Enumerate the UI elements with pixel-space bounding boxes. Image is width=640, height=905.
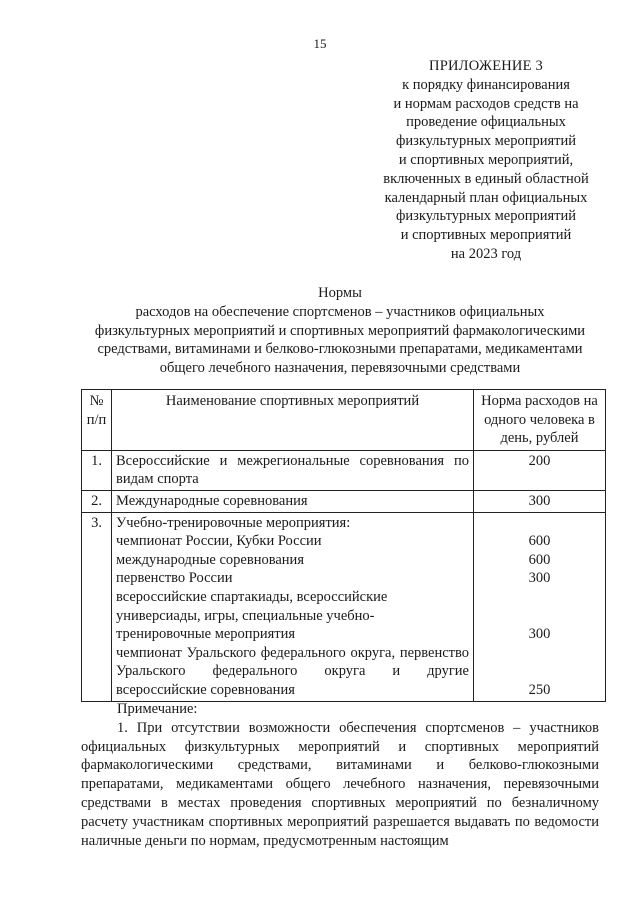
note-heading: Примечание:	[117, 701, 198, 717]
row-sub-value: 600	[528, 533, 551, 550]
title-line: средствами, витаминами и белково-глюкозными препаратами, медикаментами	[97, 341, 583, 358]
appendix-line: к порядку финансирования	[402, 76, 570, 93]
row-name: Всероссийские и межрегиональные соревнования по видам спорта	[112, 450, 474, 490]
row-number: 3.	[82, 512, 112, 701]
row-number: 1.	[82, 450, 112, 490]
header-norm: Норма расходов на одного человека в день, рублей	[474, 390, 606, 451]
table-header-row	[82, 390, 606, 451]
appendix-line: на 2023 год	[450, 245, 522, 262]
row-sub-value: 250	[528, 681, 551, 698]
row-value-group	[474, 512, 606, 701]
row-sub-item: первенство России	[116, 570, 233, 587]
row-group-title: Учебно-тренировочные мероприятия:	[116, 514, 351, 531]
appendix-line: календарный план официальных	[384, 189, 588, 206]
header-number: № п/п	[82, 390, 112, 451]
title-line: расходов на обеспечение спортсменов – участников официальных	[135, 303, 545, 320]
appendix-line: и спортивных мероприятий	[400, 227, 572, 244]
row-sub-value: 300	[528, 626, 551, 643]
title-word: Нормы	[318, 285, 362, 301]
row-value: 300	[474, 490, 606, 512]
document-title	[70, 284, 610, 378]
header-name: Наименование спортивных мероприятий	[112, 390, 474, 451]
row-sub-item: чемпионат Уральского федерального округа, первенство Уральского федерального округа и другие всероссийские соревнования	[116, 644, 469, 698]
title-line: физкультурных мероприятий и спортивных мероприятий фармакологическими	[94, 322, 586, 339]
appendix-line: физкультурных мероприятий	[395, 208, 577, 225]
row-sub-item: международные соревнования	[116, 551, 304, 568]
row-number: 2.	[82, 490, 112, 512]
table-row	[82, 512, 606, 701]
title-line: общего лечебного назначения, перевязочными средствами	[159, 360, 521, 377]
norms-table	[81, 389, 606, 702]
note-block	[81, 700, 599, 850]
page-number: 15	[313, 36, 327, 51]
table-row	[82, 450, 606, 490]
row-sub-value: 600	[528, 551, 551, 568]
table-row	[82, 490, 606, 512]
appendix-line: физкультурных мероприятий	[395, 133, 577, 150]
row-sub-item: всероссийские спартакиады, всероссийские универсиады, игры, специальные учебно-тренировочные мероприятия	[116, 588, 388, 643]
appendix-line: и нормам расходов средств на	[393, 95, 579, 112]
row-name: Международные соревнования	[112, 490, 474, 512]
row-sub-item: чемпионат России, Кубки России	[116, 533, 322, 550]
row-value: 200	[474, 450, 606, 490]
appendix-line: включенных в единый областной	[383, 170, 589, 187]
appendix-heading: ПРИЛОЖЕНИЕ 3	[429, 58, 543, 74]
note-text: 1. При отсутствии возможности обеспечения спортсменов – участников официальных физкультурных мероприятий и спортивных мероприятий фармакологическими средствами, витаминами и белково-глюкозными препаратами, медикаментами общего лечебного назначения, перевязочными средствами в местах проведения спортивных мероприятий по безналичному расчету участникам спортивных мероприятий разрешается выдавать по ведомости наличные деньги по нормам, предусмотренным настоящим	[81, 719, 599, 849]
appendix-line: и спортивных мероприятий,	[398, 151, 574, 168]
row-name-group	[112, 512, 474, 701]
row-sub-value: 300	[528, 570, 551, 587]
appendix-block	[360, 57, 612, 264]
appendix-line: проведение официальных	[406, 114, 566, 131]
